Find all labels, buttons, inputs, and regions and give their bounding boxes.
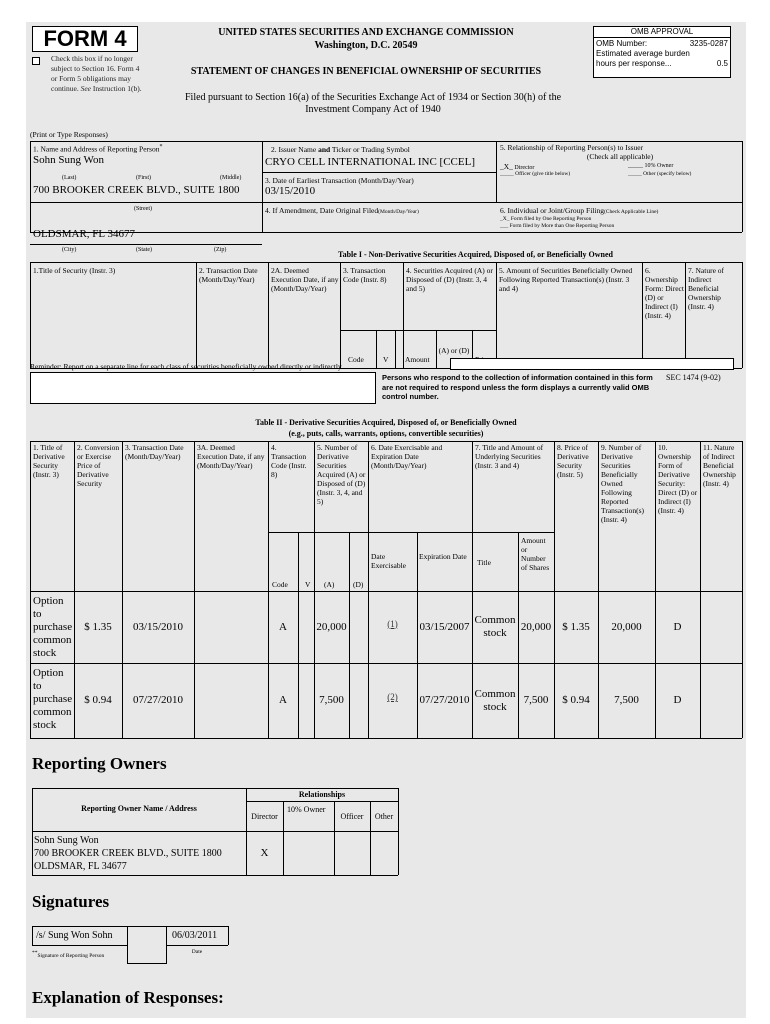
persons-notice: Persons who respond to the collection of information contained in this form are not required to respond unless the form displays a currently valid OMB control number.: [382, 373, 653, 401]
t2-row1-date: 03/15/2010: [132, 620, 184, 633]
t2-h8: 8. Price of Derivative Security (Instr. 5): [557, 443, 589, 479]
print-type-label: (Print or Type Responses): [30, 130, 108, 139]
t1-col1: 1.Title of Security (Instr. 3): [33, 266, 116, 275]
t2-sub-v: V: [305, 580, 311, 589]
ro-col-director: Director: [251, 812, 278, 821]
t2-row2-title: Option to purchase common stock: [33, 667, 73, 731]
t1-sub-v: V: [383, 355, 389, 364]
t2-row1-form: D: [673, 620, 682, 633]
signature-gap-box: [127, 926, 167, 964]
reminder-box-left: [30, 372, 376, 404]
relationship-sub: (Check all applicable): [586, 152, 654, 161]
relationship-owner10-row: _____ 10% Owner: [628, 163, 674, 169]
earliest-transaction-date: 03/15/2010: [265, 185, 316, 197]
t2-row1-title: Option to purchase common stock: [33, 595, 73, 659]
group-filing-line2: ___ Form filed by More than One Reporting Person: [500, 223, 615, 229]
reminder: Reminder: Report on a separate line for each class of securities beneficially owned directly or indirectly.: [30, 362, 344, 371]
t2-sub-a: (A): [324, 580, 335, 589]
t2-row1-under-title: Common stock: [474, 614, 516, 639]
t2-row2-code: A: [279, 694, 287, 706]
group-filing-label: 6. Individual or Joint/Group Filing(Check Applicable Line): [500, 206, 659, 215]
amendment-label: 4. If Amendment, Date Original Filed(Month/Day/Year): [265, 206, 419, 215]
t2-sub-exp: Expiration Date: [419, 552, 467, 561]
agency-address: Washington, D.C. 20549: [314, 40, 418, 51]
t2-h7: 7. Title and Amount of Underlying Securities (Instr. 3 and 4): [475, 443, 544, 470]
relationship-officer-row: _____ Officer (give title below): [500, 171, 571, 177]
t1-col4: 4. Securities Acquired (A) or Disposed of (D) (Instr. 3, 4 and 5): [406, 266, 493, 293]
reporting-person-street: 700 BROOKER CREEK BLVD., SUITE 1800: [33, 184, 240, 196]
t1-col3: 3. Transaction Code (Instr. 8): [343, 266, 387, 284]
t1-col2a: 2A. Deemed Execution Date, if any (Month/Day/Year): [271, 266, 339, 293]
t2-row2-under-amount: 7,500: [523, 694, 549, 706]
t2-h11: 11. Nature of Indirect Beneficial Ownership (Instr. 4): [703, 443, 736, 488]
t2-row1-exercisable-footnote[interactable]: (1): [387, 618, 398, 629]
t2-h4: 4. Transaction Code (Instr. 8): [271, 443, 307, 479]
t2-h1: 1. Title of Derivative Security (Instr. 3): [33, 443, 65, 479]
ro-col-relationships: Relationships: [298, 790, 346, 799]
first-label: (First): [136, 175, 151, 181]
date-label: Date: [191, 949, 203, 955]
reminder-box-right: [450, 358, 734, 370]
filed-pursuant: Filed pursuant to Section 16(a) of the Securities Exchange Act of 1934 or Section 30(h) of the Investment Company Act of 1940: [184, 92, 562, 115]
t2-row1-under-amount: 20,000: [520, 620, 552, 633]
signature-value: /s/ Sung Won Sohn: [36, 930, 113, 941]
issuer-value: CRYO CELL INTERNATIONAL INC [CCEL]: [265, 156, 475, 168]
last-label: (Last): [62, 175, 77, 181]
signature-date: 06/03/2011: [172, 930, 218, 941]
t2-row1-code: A: [279, 620, 287, 633]
no-longer-subject-checkbox[interactable]: [32, 57, 40, 65]
issuer-label: 2. Issuer Name and Ticker or Trading Symbol: [271, 145, 410, 154]
t2-sub-amount: Amount or Number of Shares: [521, 536, 550, 572]
agency-name: UNITED STATES SECURITIES AND EXCHANGE COMMISSION: [218, 27, 514, 38]
t2-row2-owned: 7,500: [614, 694, 639, 706]
checkbox-instructions: Check this box if no longer subject to Section 16. Form 4 or Form 5 obligations may continue. See Instruction 1(b).: [51, 54, 142, 93]
t1-col7: 7. Nature of Indirect Beneficial Ownership (Instr. 4): [688, 266, 725, 311]
ro-owner-address2: OLDSMAR, FL 34677: [34, 861, 127, 872]
t2-row2-expiration: 07/27/2010: [419, 694, 470, 706]
t2-row2-form: D: [673, 694, 682, 706]
reporting-person-city: OLDSMAR, FL 34677: [33, 228, 135, 240]
signature-label: **Signature of Reporting Person: [32, 950, 105, 959]
t2-sub-code: Code: [272, 580, 288, 589]
t2-sub-title: Title: [477, 558, 491, 567]
street-label: (Street): [134, 206, 152, 212]
t2-row2-deriv-price: $ 0.94: [562, 694, 590, 706]
t2-h2: 2. Conversion or Exercise Price of Derivative Security: [77, 443, 120, 488]
reporting-person-label: 1. Name and Address of Reporting Person*: [33, 144, 163, 154]
ro-director-mark: X: [260, 847, 269, 859]
omb-hours-row: hours per response... 0.5: [596, 59, 728, 68]
form-title: FORM 4: [32, 26, 138, 52]
t2-h5: 5. Number of Derivative Securities Acquired (A) or Disposed of (D) (Instr. 3, 4, and 5): [317, 443, 366, 506]
table1-title: Table I - Non-Derivative Securities Acquired, Disposed of, or Beneficially Owned: [338, 250, 613, 259]
explanation-heading: Explanation of Responses:: [32, 988, 224, 1007]
t1-sub-amount: Amount: [405, 355, 430, 364]
t2-row2-a: 7,500: [319, 694, 344, 706]
t2-sub-d: (D): [353, 580, 364, 589]
omb-title: OMB APPROVAL: [594, 27, 730, 38]
city-label: (City): [62, 247, 77, 253]
middle-label: (Middle): [220, 175, 242, 181]
t2-row1-a: 20,000: [316, 620, 347, 633]
ro-owner-name: Sohn Sung Won: [34, 835, 99, 846]
t2-h9: 9. Number of Derivative Securities Beneficially Owned Following Reported Transaction(s) (Instr. 4): [601, 443, 645, 524]
t2-row2-exercisable-footnote[interactable]: (2): [387, 692, 398, 702]
state-label: (State): [136, 247, 152, 253]
t2-row2-under-title: Common stock: [474, 687, 516, 713]
t1-sub-aord: (A) or (D): [438, 346, 470, 355]
statement-title: STATEMENT OF CHANGES IN BENEFICIAL OWNERSHIP OF SECURITIES: [190, 66, 542, 77]
t2-h10: 10. Ownership Form of Derivative Security: Direct (D) or Indirect (I) (Instr. 4): [658, 443, 698, 515]
earliest-transaction-label: 3. Date of Earliest Transaction (Month/Day/Year): [265, 176, 414, 185]
ro-col-name: Reporting Owner Name / Address: [81, 804, 197, 813]
table2-title: Table II - Derivative Securities Acquired, Disposed of, or Beneficially Owned: [255, 418, 517, 427]
t2-h3a: 3A. Deemed Execution Date, if any (Month/Day/Year): [197, 443, 265, 470]
ro-col-officer: Officer: [340, 812, 364, 821]
ro-col-owner10: 10% Owner: [287, 805, 326, 814]
omb-approval-box: [593, 26, 731, 78]
sec-number: SEC 1474 (9-02): [666, 373, 721, 382]
t1-col6: 6. Ownership Form: Direct (D) or Indirect (I) (Instr. 4): [645, 266, 684, 320]
t2-h6: 6. Date Exercisable and Expiration Date (Month/Day/Year): [371, 443, 443, 470]
t2-row1-expiration: 03/15/2007: [419, 620, 470, 633]
form-sheet: [26, 22, 746, 1018]
t2-row2-price: $ 0.94: [84, 694, 112, 706]
signatures-heading: Signatures: [32, 892, 110, 911]
omb-number-row: OMB Number: 3235-0287: [596, 39, 728, 48]
relationship-other-row: _____ Other (specify below): [628, 171, 692, 177]
t2-row2-date: 07/27/2010: [132, 694, 184, 706]
table2-subtitle: (e.g., puts, calls, warrants, options, convertible securities): [288, 429, 484, 438]
ro-col-other: Other: [374, 812, 394, 821]
ro-owner-address1: 700 BROOKER CREEK BLVD., SUITE 1800: [34, 848, 222, 859]
omb-burden: Estimated average burden: [596, 49, 690, 58]
reporting-person-name: Sohn Sung Won: [33, 154, 105, 166]
relationship-director-row: _X_ Director: [500, 162, 535, 171]
t2-row1-owned: 20,000: [611, 620, 642, 633]
t2-sub-date-ex: Date Exercisable: [371, 552, 406, 570]
relationship-label: 5. Relationship of Reporting Person(s) to Issuer: [500, 143, 644, 152]
reporting-owners-heading: Reporting Owners: [32, 754, 167, 773]
t1-sub-code: Code: [348, 355, 364, 364]
t1-col5: 5. Amount of Securities Beneficially Owned Following Reported Transaction(s) (Instr. 3 and 4): [499, 266, 633, 293]
t2-h3: 3. Transaction Date (Month/Day/Year): [125, 443, 184, 461]
group-filing-line1: _X_ Form filed by One Reporting Person: [500, 216, 592, 222]
t1-col2: 2. Transaction Date (Month/Day/Year): [199, 266, 258, 284]
t2-row1-deriv-price: $ 1.35: [562, 620, 590, 633]
t2-row1-price: $ 1.35: [84, 620, 112, 633]
zip-label: (Zip): [214, 247, 227, 253]
